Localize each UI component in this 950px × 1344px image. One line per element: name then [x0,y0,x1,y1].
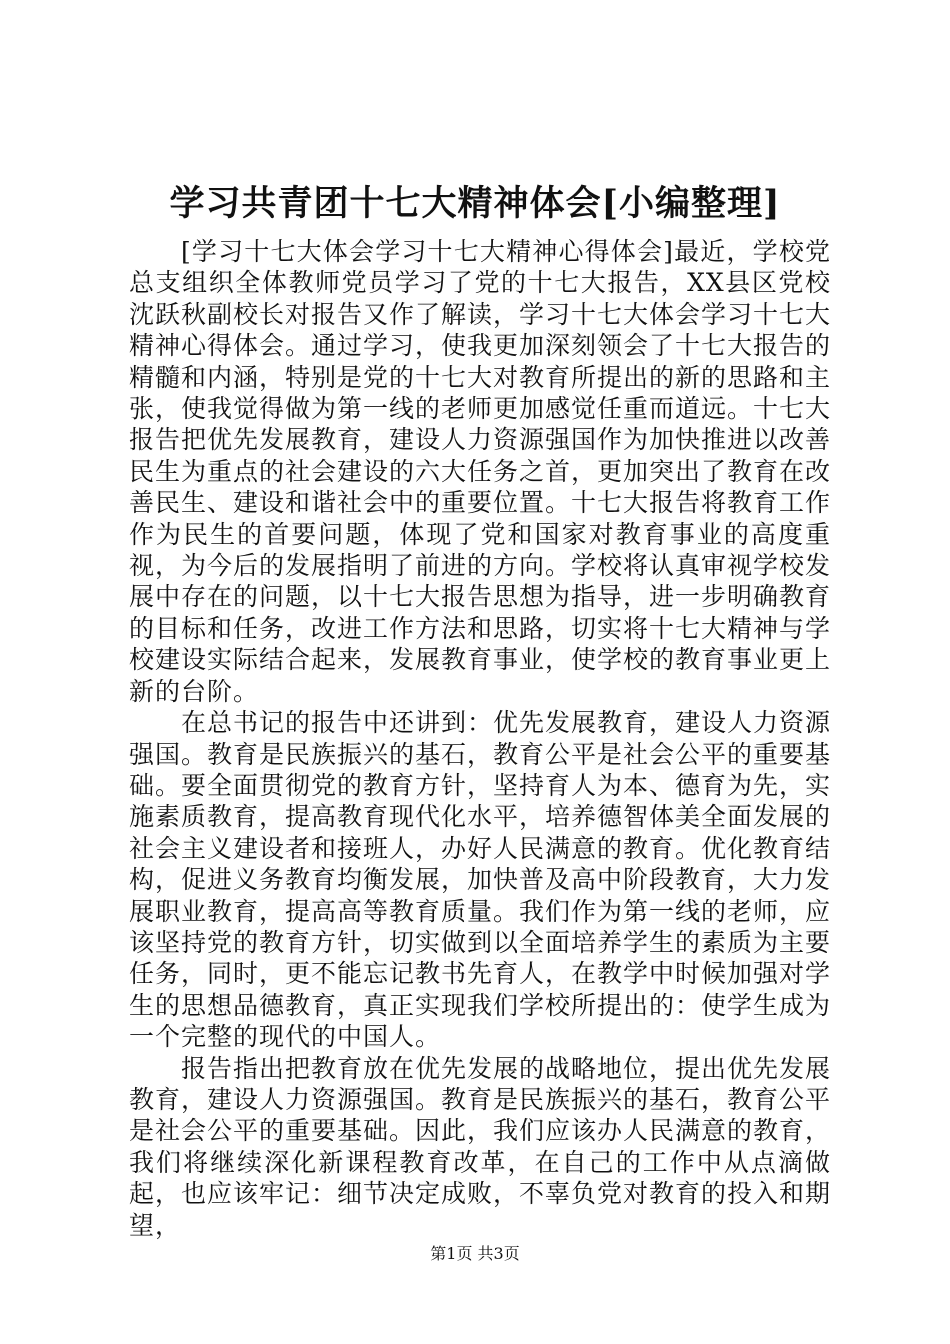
paragraph-2: 在总书记的报告中还讲到：优先发展教育，建设人力资源强国。教育是民族振兴的基石，教育公平是社会公平的重要基础。要全面贯彻党的教育方针，坚持育人为本、德育为先，实施素质教育，提高教育现代化水平，培养德智体美全面发展的社会主义建设者和接班人，办好人民满意的教育。优化教育结构，促进义务教育均衡发展，加快普及高中阶段教育，大力发展职业教育，提高高等教育质量。我们作为第一线的老师，应该坚持党的教育方针，切实做到以全面培养学生的素质为主要任务，同时，更不能忘记教书先育人，在教学中时候加强对学生的思想品德教育，真正实现我们学校所提出的：使学生成为一个完整的现代的中国人。 [129,708,832,1052]
paragraph-1: [学习十七大体会学习十七大精神心得体会]最近，学校党总支组织全体教师党员学习了党的十七大报告，XX县区党校沈跃秋副校长对报告又作了解读，学习十七大体会学习十七大精神心得体会。通过学习，使我更加深刻领会了十七大报告的精髓和内涵，特别是党的十七大对教育所提出的新的思路和主张，使我觉得做为第一线的老师更加感觉任重而道远。十七大报告把优先发展教育，建设人力资源强国作为加快推进以改善民生为重点的社会建设的六大任务之首，更加突出了教育在改善民生、建设和谐社会中的重要位置。十七大报告将教育工作作为民生的首要问题，体现了党和国家对教育事业的高度重视，为今后的发展指明了前进的方向。学校将认真审视学校发展中存在的问题，以十七大报告思想为指导，进一步明确教育的目标和任务，改进工作方法和思路，切实将十七大精神与学校建设实际结合起来，发展教育事业，使学校的教育事业更上新的台阶。 [129,237,832,706]
document-body [129,236,831,1241]
page-number-footer: 第1页 共3页 [430,1244,520,1263]
paragraph-3: 报告指出把教育放在优先发展的战略地位，提出优先发展教育，建设人力资源强国。教育是民族振兴的基石，教育公平是社会公平的重要基础。因此，我们应该办人民满意的教育，我们将继续深化新课程教育改革，在自己的工作中从点滴做起，也应该牢记：细节决定成败，不辜负党对教育的投入和期望， [129,1053,832,1240]
document-title: 学习共青团十七大精神体会[小编整理] [169,183,781,224]
